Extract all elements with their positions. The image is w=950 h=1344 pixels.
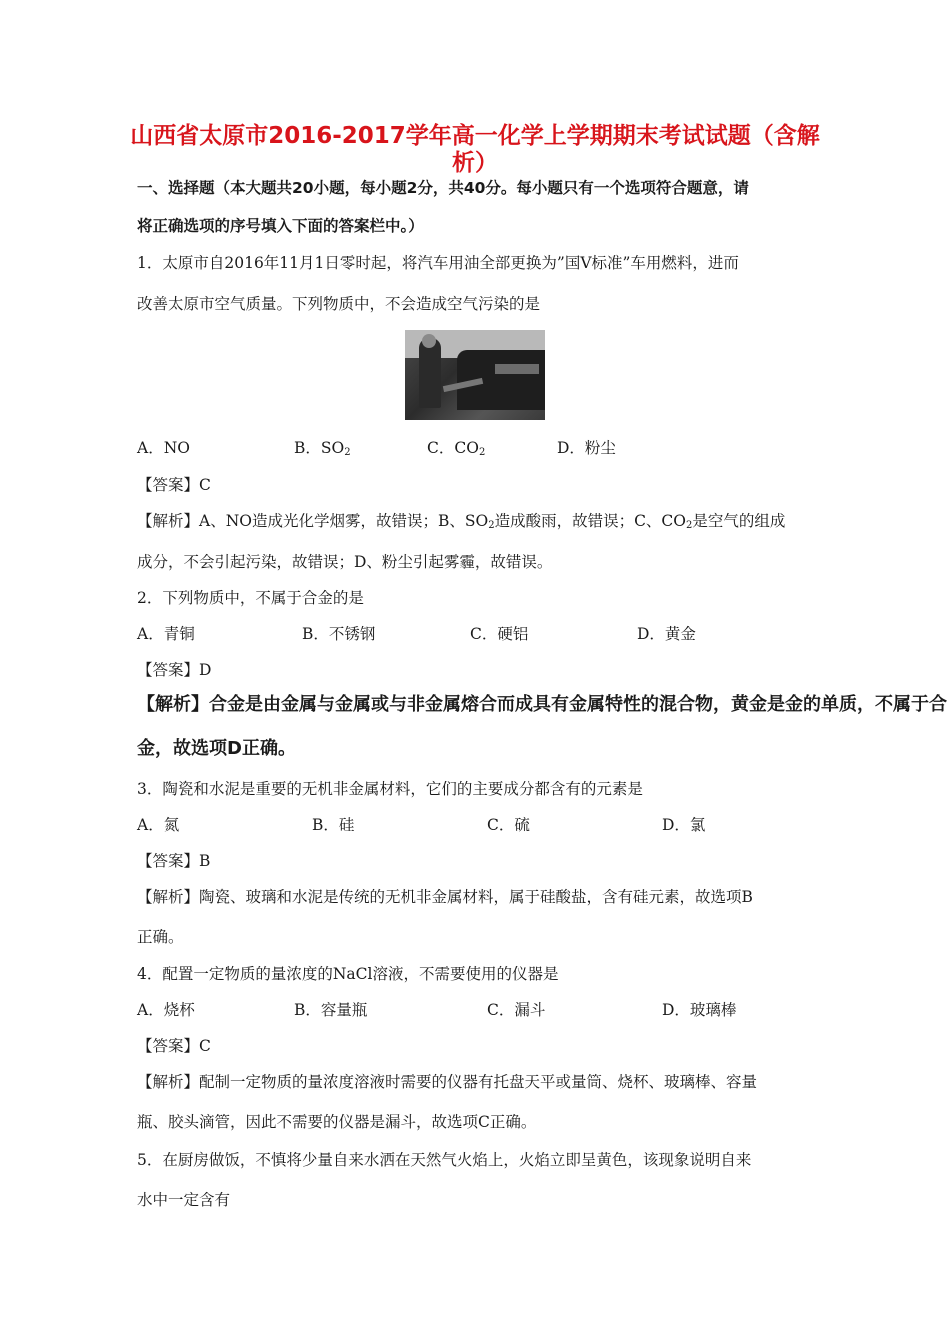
q3-explanation-line-2: 正确。 (137, 928, 184, 946)
q2-option-c: C．硬铝 (470, 625, 529, 643)
q1-option-c: C．$CO_2$ (427, 439, 486, 458)
q4-stem: 4．配置一定物质的量浓度的NaCl溶液，不需要使用的仪器是 (137, 965, 559, 983)
q1-option-d: D．粉尘 (557, 439, 616, 457)
q3-option-b: B．硅 (312, 816, 355, 834)
q2-option-a: A．青铜 (137, 625, 195, 643)
q4-option-c: C．漏斗 (487, 1001, 546, 1019)
q2-option-d: D．黄金 (637, 625, 696, 643)
q2-option-b: B．不锈钢 (302, 625, 376, 643)
section-heading-line-1: 一、选择题（本大题共20小题，每小题2分，共40分。每小题只有一个选项符合题意，请 (137, 179, 749, 197)
q3-stem: 3．陶瓷和水泥是重要的无机非金属材料，它们的主要成分都含有的元素是 (137, 780, 643, 798)
page-title-line-2: 析） (452, 150, 498, 176)
q4-answer: 【答案】C (137, 1037, 211, 1055)
q2-stem: 2．下列物质中，不属于合金的是 (137, 589, 364, 607)
q3-option-c: C．硫 (487, 816, 530, 834)
q1-stem-line-2: 改善太原市空气质量。下列物质中，不会造成空气污染的是 (137, 295, 541, 313)
q2-answer: 【答案】D (137, 661, 212, 679)
q4-option-b: B．容量瓶 (294, 1001, 368, 1019)
q1-stem-line-1: 1．太原市自2016年11月1日零时起，将汽车用油全部更换为”国Ⅴ标准”车用燃料，进而 (137, 254, 739, 272)
q5-stem-line-1: 5．在厨房做饭，不慎将少量自来水洒在天然气火焰上，火焰立即呈黄色，该现象说明自来 (137, 1151, 752, 1169)
section-heading-line-2: 将正确选项的序号填入下面的答案栏中。） (137, 217, 424, 235)
q1-explanation-line-2: 成分，不会引起污染，故错误；D、粉尘引起雾霾，故错误。 (137, 553, 553, 571)
q4-option-a: A．烧杯 (137, 1001, 195, 1019)
q4-explanation-line-1: 【解析】配制一定物质的量浓度溶液时需要的仪器有托盘天平或量筒、烧杯、玻璃棒、容量 (137, 1073, 758, 1091)
q5-stem-line-2: 水中一定含有 (137, 1191, 231, 1209)
q4-explanation-line-2: 瓶、胶头滴管，因此不需要的仪器是漏斗，故选项C正确。 (137, 1113, 537, 1131)
photo-car-plate (495, 364, 539, 374)
q4-option-d: D．玻璃棒 (662, 1001, 737, 1019)
q2-explanation-line-2: 金，故选项D正确。 (137, 738, 296, 759)
photo-person (419, 338, 441, 408)
q1-option-b: B．$SO_2$ (294, 439, 351, 458)
q1-explanation-line-1: 【解析】A、NO造成光化学烟雾，故错误；B、$SO_2$造成酸雨，故错误；C、$CO_2$是空气的组成 (137, 512, 786, 531)
q3-answer: 【答案】B (137, 852, 211, 870)
photo-person-head (422, 334, 436, 348)
q2-explanation-line-1: 【解析】合金是由金属与金属或与非金属熔合而成具有金属特性的混合物，黄金是金的单质，不属于合 (137, 694, 947, 715)
q1-option-a: A．NO (137, 439, 190, 457)
page-title-line-1: 山西省太原市2016-2017学年高一化学上学期期末考试试题（含解 (130, 123, 820, 149)
q3-explanation-line-1: 【解析】陶瓷、玻璃和水泥是传统的无机非金属材料，属于硅酸盐，含有硅元素，故选项B (137, 888, 753, 906)
q1-answer: 【答案】C (137, 476, 211, 494)
fuel-station-photo (405, 330, 545, 420)
q3-option-a: A．氮 (137, 816, 180, 834)
q3-option-d: D．氯 (662, 816, 706, 834)
